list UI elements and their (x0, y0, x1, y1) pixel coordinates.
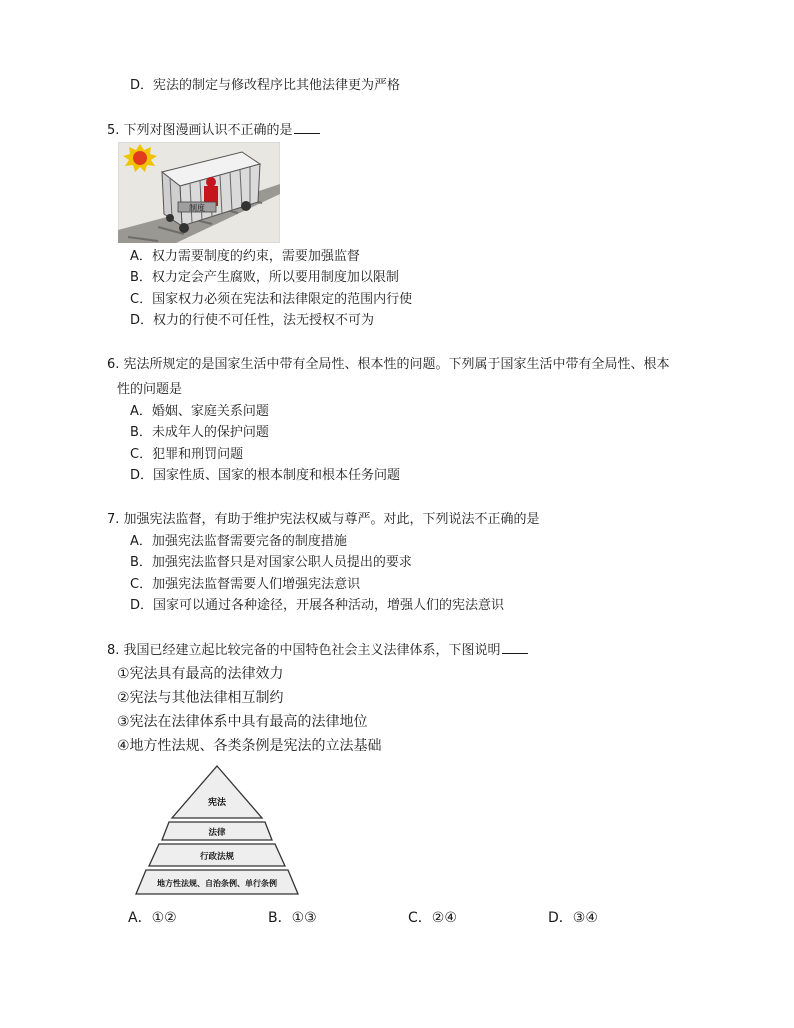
q5-option-b[interactable]: B．权力定会产生腐败，所以要用制度加以限制 (130, 270, 399, 285)
q6-option-c[interactable]: C．犯罪和刑罚问题 (130, 447, 244, 462)
answer-blank (294, 121, 320, 134)
q8-statement-1: ①宪法具有最高的法律效力 (117, 666, 284, 682)
q8-stem-text: 8. 我国已经建立起比较完备的中国特色社会主义法律体系，下图说明 (107, 643, 501, 658)
q5-option-c[interactable]: C．国家权力必须在宪法和法律限定的范围内行使 (130, 292, 413, 307)
q7-option-a[interactable]: A．加强宪法监督需要完备的制度措施 (130, 534, 347, 549)
q5-stem (107, 121, 320, 140)
q5-option-a[interactable]: A．权力需要制度的约束，需要加强监督 (130, 249, 360, 264)
q8-stem (107, 641, 528, 660)
legal-system-pyramid (120, 762, 315, 900)
q6-option-d[interactable]: D．国家性质、国家的根本制度和根本任务问题 (130, 468, 401, 483)
q8-answer-c[interactable]: C．②④ (408, 910, 457, 926)
q6-stem-line1: 6. 宪法所规定的是国家生活中带有全局性、根本性的问题。下列属于国家生活中带有全局性、根本 (107, 357, 670, 372)
q7-option-b[interactable]: B．加强宪法监督只是对国家公职人员提出的要求 (130, 555, 412, 570)
q7-option-c[interactable]: C．加强宪法监督需要人们增强宪法意识 (130, 577, 361, 592)
q8-answer-b[interactable]: B．①③ (268, 910, 317, 926)
q8-statement-2: ②宪法与其他法律相互制约 (117, 690, 284, 706)
q8-statement-3: ③宪法在法律体系中具有最高的法律地位 (117, 714, 368, 730)
pyramid-tier-4: 地方性法规、自治条例、单行条例 (157, 879, 277, 888)
q7-stem: 7. 加强宪法监督，有助于维护宪法权威与尊严。对此，下列说法不正确的是 (107, 512, 540, 527)
q8-answer-d[interactable]: D．③④ (548, 910, 598, 926)
q5-option-d[interactable]: D．权力的行使不可任性，法无授权不可为 (130, 313, 375, 328)
cage-label: 制度 (189, 203, 205, 213)
q6-option-a[interactable]: A．婚姻、家庭关系问题 (130, 404, 269, 419)
q8-answer-a[interactable]: A．①② (128, 910, 177, 926)
q6-option-b[interactable]: B．未成年人的保护问题 (130, 425, 269, 440)
q5-stem-text: 5. 下列对图漫画认识不正确的是 (107, 123, 293, 138)
q4-option-d[interactable]: D．宪法的制定与修改程序比其他法律更为严格 (130, 78, 401, 93)
answer-blank (502, 641, 528, 654)
pyramid-tier-2: 法律 (208, 828, 226, 838)
pyramid-tier-1: 宪法 (207, 798, 227, 808)
q7-option-d[interactable]: D．国家可以通过各种途径，开展各种活动，增强人们的宪法意识 (130, 598, 505, 613)
power-cage-cartoon (118, 142, 280, 243)
q6-stem-line2: 性的问题是 (117, 382, 183, 397)
q8-statement-4: ④地方性法规、各类条例是宪法的立法基础 (117, 738, 382, 754)
pyramid-tier-3: 行政法规 (199, 852, 235, 862)
